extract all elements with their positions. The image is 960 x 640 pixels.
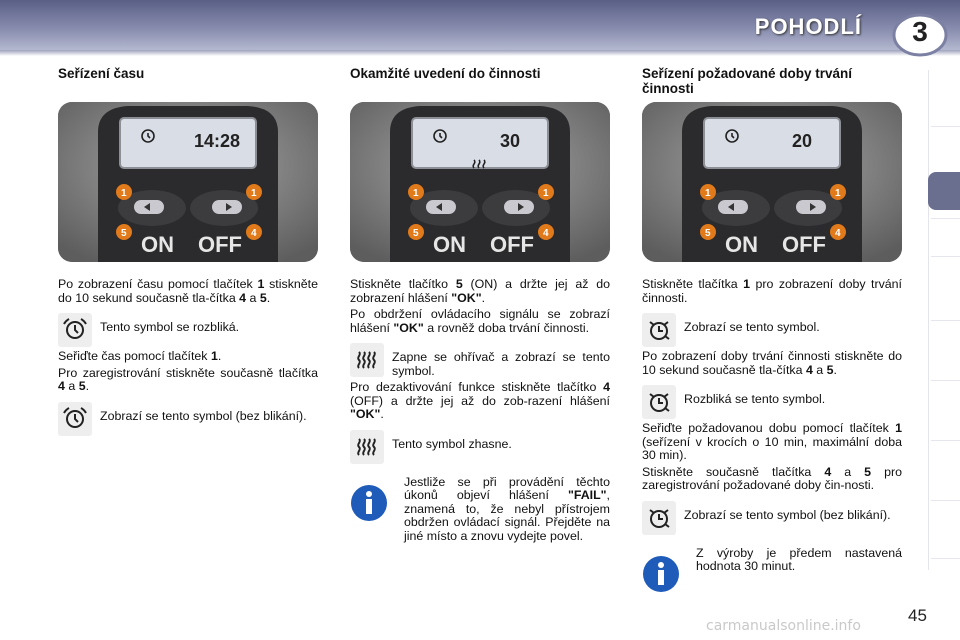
- instruction-text: Po zobrazení doby trvání činnosti stiskněte do 10 sekund současně tla-čítka 4 a 5.: [642, 349, 902, 377]
- duration-icon: [642, 501, 676, 535]
- watermark: carmanualsonline.info: [706, 618, 861, 634]
- page-number: 45: [908, 606, 927, 625]
- info-icon: [350, 484, 388, 522]
- svg-text:1: 1: [835, 188, 841, 199]
- column-set-time: [58, 66, 318, 436]
- info-note: [350, 476, 610, 544]
- svg-text:5: 5: [413, 228, 419, 239]
- svg-text:1: 1: [251, 188, 257, 199]
- svg-text:4: 4: [543, 228, 549, 239]
- symbol-note: [642, 313, 902, 347]
- remote-control-image: [350, 102, 610, 262]
- symbol-note: [642, 501, 902, 535]
- svg-text:1: 1: [413, 188, 419, 199]
- svg-text:ON: ON: [725, 232, 758, 257]
- remote-control-image: [58, 102, 318, 262]
- instruction-text: Pro dezaktivování funkce stiskněte tlačítko 4 (OFF) a držte jej až do zob-razení hlášení "OK".: [350, 380, 610, 421]
- symbol-note: [58, 313, 318, 347]
- chapter-title: POHODLÍ: [754, 14, 862, 39]
- duration-icon: [642, 313, 676, 347]
- chapter-number: 3: [912, 16, 928, 47]
- instruction-text: Po zobrazení času pomocí tlačítek 1 stiskněte do 10 sekund současně tla-čítka 4 a 5.: [58, 277, 319, 305]
- side-tabs: [928, 70, 960, 570]
- instruction-text: Stiskněte tlačítka 1 pro zobrazení doby trvání činnosti.: [642, 277, 903, 305]
- display-value: 14:28: [194, 131, 241, 151]
- symbol-note: [350, 343, 610, 378]
- instruction-text: Po obdržení ovládacího signálu se zobrazí hlášení "OK" a rovněž doba trvání činnosti.: [350, 307, 610, 335]
- column-immediate-start: [350, 66, 610, 543]
- remote-control-image: [642, 102, 902, 262]
- heater-icon: [350, 430, 384, 464]
- section-title: Seřízení požadované doby trvání činnosti: [642, 66, 853, 96]
- header-shadow: [0, 50, 960, 56]
- svg-text:OFF: OFF: [490, 232, 534, 257]
- heater-icon: [350, 343, 384, 377]
- info-note-text: Z výroby je předem nastavená hodnota 30 minut.: [696, 545, 902, 573]
- svg-text:OFF: OFF: [782, 232, 826, 257]
- svg-text:1: 1: [121, 188, 127, 199]
- svg-text:ON: ON: [141, 232, 174, 257]
- info-note-text: Jestliže se při provádění těchto úkonů objeví hlášení "FAIL", znamená to, že nebyl přístrojem obdržen ovládací signál. Přejděte na jiné místo a znovu vydejte povel.: [404, 474, 610, 543]
- duration-icon: [642, 385, 676, 419]
- info-note: [642, 547, 902, 593]
- instruction-text: Seřiďte čas pomocí tlačítek 1.: [58, 349, 222, 363]
- symbol-note-text: Rozbliká se tento symbol.: [684, 392, 826, 406]
- symbol-note-text: Tento symbol zhasne.: [392, 436, 512, 451]
- section-title: Seřízení času: [58, 66, 145, 81]
- symbol-note-text: Zobrazí se tento symbol (bez blikání).: [684, 507, 891, 522]
- symbol-note: [58, 402, 318, 436]
- symbol-note: [642, 385, 902, 419]
- svg-text:OFF: OFF: [198, 232, 242, 257]
- symbol-note: [350, 430, 610, 464]
- instruction-text: Stiskněte tlačítko 5 (ON) a držte jej až do zobrazení hlášení "OK".: [350, 277, 611, 305]
- symbol-note-text: Zobrazí se tento symbol (bez blikání).: [100, 408, 307, 423]
- column-set-duration: [642, 66, 902, 593]
- instruction-text: Seřiďte požadovanou dobu pomocí tlačítek 1 (seřízení v krocích o 10 min, maximální doba 30 min).: [642, 421, 902, 462]
- instruction-text: Pro zaregistrování stiskněte současně tlačítka 4 a 5.: [58, 365, 318, 393]
- section-title: Okamžité uvedení do činnosti: [350, 66, 541, 81]
- svg-text:1: 1: [705, 188, 711, 199]
- side-tab-active[interactable]: [928, 172, 960, 210]
- svg-text:5: 5: [121, 228, 127, 239]
- symbol-note-text: Zobrazí se tento symbol.: [684, 320, 820, 334]
- display-value: 30: [500, 131, 521, 151]
- instruction-text: Stiskněte současně tlačítka 4 a 5 pro zaregistrování požadované doby čin-nosti.: [642, 464, 903, 492]
- info-icon: [642, 555, 680, 593]
- symbol-note-text: Tento symbol se rozbliká.: [100, 320, 240, 334]
- clock-icon: [58, 313, 92, 347]
- display-value: 20: [792, 131, 813, 151]
- svg-text:4: 4: [835, 228, 841, 239]
- svg-text:1: 1: [543, 188, 549, 199]
- svg-text:ON: ON: [433, 232, 466, 257]
- symbol-note-text: Zapne se ohřívač a zobrazí se tento symbol.: [392, 350, 610, 378]
- svg-text:5: 5: [705, 228, 711, 239]
- svg-text:4: 4: [251, 228, 257, 239]
- clock-icon: [58, 402, 92, 436]
